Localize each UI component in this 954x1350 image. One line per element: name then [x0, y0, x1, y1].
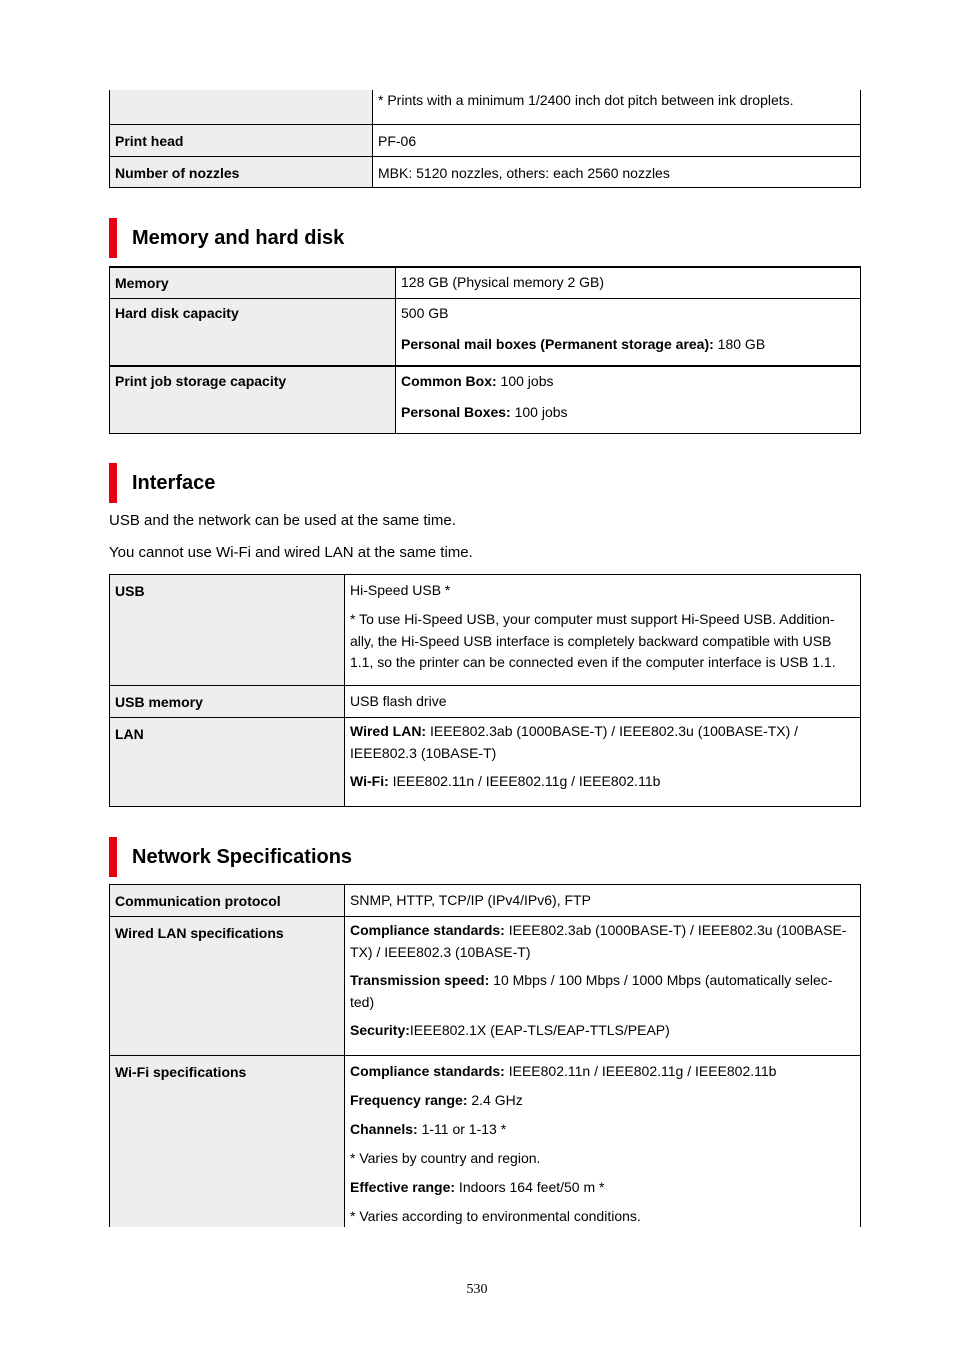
- common-box-value: 100 jobs: [496, 373, 554, 389]
- heading-text: Network Specifications: [132, 846, 353, 868]
- security-label: Security:: [350, 1022, 410, 1038]
- mail-box-line: [401, 334, 855, 356]
- section-heading-memory: [109, 218, 344, 258]
- table-row: [110, 575, 860, 686]
- row-label: Wi-Fi specifications: [110, 1056, 345, 1227]
- interface-table: [109, 574, 861, 807]
- table-row: [110, 885, 860, 917]
- common-box-label: Common Box:: [401, 373, 497, 389]
- row-label: Print job storage capacity: [110, 367, 396, 433]
- row-label: USB: [110, 575, 345, 685]
- protocol-value: SNMP, HTTP, TCP/IP (IPv4/IPv6), FTP: [350, 892, 591, 908]
- heading-accent-bar: [109, 837, 117, 877]
- row-label: Memory: [110, 268, 396, 298]
- table-row: [110, 157, 860, 187]
- heading-accent-bar: [109, 463, 117, 503]
- wifi-line: [350, 771, 855, 793]
- transmission-line: [350, 970, 855, 1013]
- table-row: [110, 90, 860, 125]
- interface-note-2: You cannot use Wi-Fi and wired LAN at the same time.: [109, 544, 473, 561]
- mail-box-label: Personal mail boxes (Permanent storage area):: [401, 336, 714, 352]
- usb-value: Hi-Speed USB *: [350, 582, 451, 598]
- table-row: [110, 125, 860, 157]
- heading-text: Memory and hard disk: [132, 227, 345, 249]
- wired-lan-line: [350, 721, 855, 764]
- table-row: [110, 299, 860, 367]
- row-value: [373, 90, 860, 124]
- row-label: USB memory: [110, 686, 345, 717]
- row-value: [345, 686, 860, 717]
- dot-pitch-note: * Prints with a minimum 1/2400 inch dot pitch between ink droplets.: [378, 92, 794, 108]
- wired-lan-value: IEEE802.3ab (1000BASE-T) / IEEE802.3u (100BASE-TX) / IEEE802.3 (10BASE-T): [350, 723, 799, 761]
- row-label: [110, 90, 373, 124]
- common-box-line: [401, 373, 855, 389]
- network-table: [109, 884, 861, 1227]
- row-value: [345, 718, 860, 806]
- effective-range-value: Indoors 164 feet/50 m *: [455, 1179, 605, 1195]
- compliance-value: IEEE802.3ab (1000BASE-T) / IEEE802.3u (100BASE-TX) / IEEE802.3 (10BASE-T): [350, 922, 847, 960]
- usb-note: * To use Hi-Speed USB, your computer must support Hi-Speed USB. Addition- ally, the Hi-Speed USB interface is completely backward compatible with USB 1.1, so the printer can be connected even if the computer interface is USB 1.1.: [350, 611, 836, 670]
- table-row: [110, 718, 860, 806]
- row-value: [345, 885, 860, 916]
- row-value: [345, 917, 860, 1055]
- transmission-label: Transmission speed:: [350, 972, 490, 988]
- page-number: 530: [466, 1282, 488, 1297]
- compliance-value: IEEE802.11n / IEEE802.11g / IEEE802.11b: [504, 1063, 777, 1079]
- wifi-value: IEEE802.11n / IEEE802.11g / IEEE802.11b: [388, 773, 661, 789]
- frequency-line: [350, 1092, 855, 1108]
- compliance-label: Compliance standards:: [350, 922, 505, 938]
- personal-boxes-value: 100 jobs: [510, 404, 568, 420]
- heading-text: Interface: [132, 472, 216, 494]
- frequency-label: Frequency range:: [350, 1092, 468, 1108]
- row-label: Communication protocol: [110, 885, 345, 916]
- wifi-compliance-line: [350, 1063, 855, 1079]
- section-heading-interface: [109, 463, 215, 503]
- compliance-label: Compliance standards:: [350, 1063, 505, 1079]
- interface-note-1: USB and the network can be used at the same time.: [109, 512, 456, 529]
- row-label: LAN: [110, 718, 345, 806]
- mail-box-value: 180 GB: [713, 336, 766, 352]
- personal-boxes-label: Personal Boxes:: [401, 404, 511, 420]
- effective-range-line: [350, 1179, 855, 1195]
- wired-lan-label: Wired LAN:: [350, 723, 427, 739]
- transmission-value: 10 Mbps / 100 Mbps / 1000 Mbps (automatically selec- ted): [350, 972, 833, 1010]
- usb-memory-value: USB flash drive: [350, 693, 447, 709]
- row-value: [396, 367, 860, 433]
- hdd-capacity-value: 500 GB: [401, 305, 449, 321]
- print-specs-table: [109, 90, 861, 188]
- table-row: [110, 268, 860, 299]
- row-value: [345, 1056, 860, 1227]
- row-value: [373, 157, 860, 187]
- heading-accent-bar: [109, 218, 117, 258]
- print-head-value: PF-06: [378, 133, 417, 149]
- security-line: [350, 1020, 855, 1042]
- table-row: [110, 917, 860, 1056]
- wired-compliance-line: [350, 920, 855, 963]
- row-value: [396, 268, 860, 298]
- range-note: * Varies according to environmental conditions.: [350, 1208, 641, 1224]
- channels-value: 1-11 or 1-13 *: [417, 1121, 507, 1137]
- channels-label: Channels:: [350, 1121, 418, 1137]
- row-label: Wired LAN specifications: [110, 917, 345, 1055]
- row-value: [396, 299, 860, 365]
- row-value: [373, 125, 860, 156]
- security-value: IEEE802.1X (EAP-TLS/EAP-TTLS/PEAP): [409, 1022, 670, 1038]
- row-label: Print head: [110, 125, 373, 156]
- channels-note: * Varies by country and region.: [350, 1150, 541, 1166]
- table-row: [110, 686, 860, 718]
- nozzles-value: MBK: 5120 nozzles, others: each 2560 nozzles: [378, 165, 670, 181]
- wifi-label: Wi-Fi:: [350, 773, 389, 789]
- memory-value: 128 GB (Physical memory 2 GB): [401, 274, 605, 290]
- frequency-value: 2.4 GHz: [467, 1092, 523, 1108]
- row-value: [345, 575, 860, 685]
- table-row: [110, 1056, 860, 1227]
- row-label: Hard disk capacity: [110, 299, 396, 365]
- table-row: [110, 367, 860, 433]
- personal-boxes-line: [401, 402, 855, 424]
- channels-line: [350, 1121, 855, 1137]
- section-heading-network: [109, 837, 352, 877]
- memory-table: [109, 266, 861, 434]
- effective-range-label: Effective range:: [350, 1179, 456, 1195]
- row-label: Number of nozzles: [110, 157, 373, 187]
